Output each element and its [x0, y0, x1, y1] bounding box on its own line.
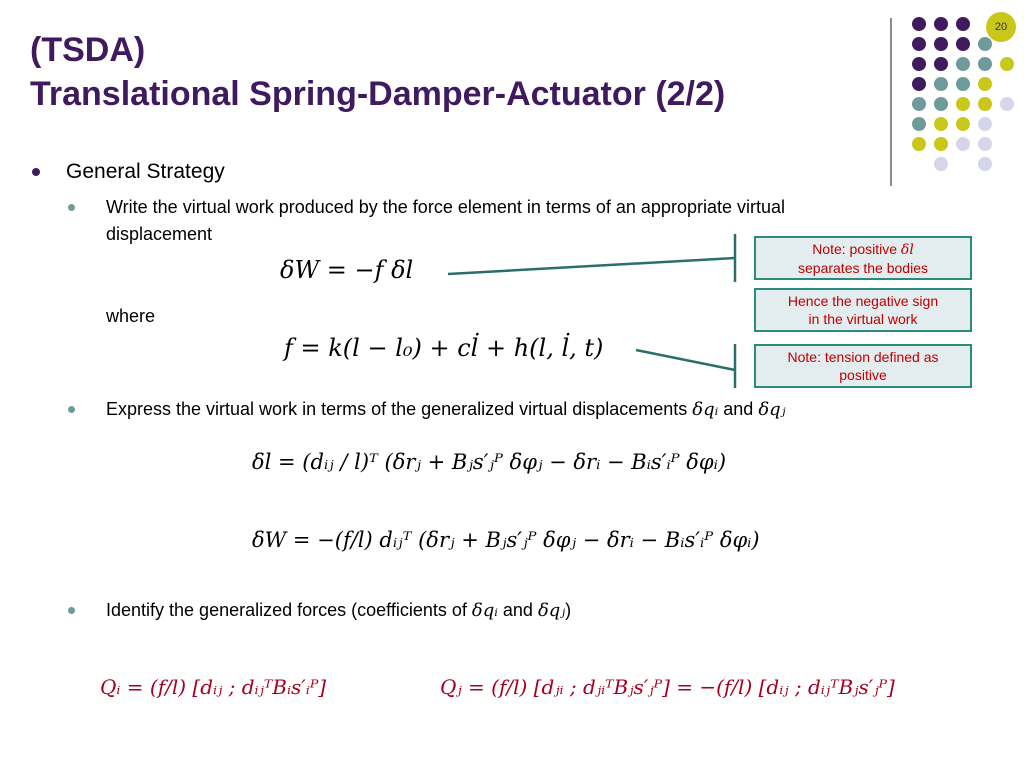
dq-j-symbol: δqⱼ: [537, 600, 566, 621]
equation-force: f = k(l − l₀) + cl̇ + h(l, l̇, t): [284, 334, 604, 362]
note-2-line-1: Hence the negative sign: [787, 293, 939, 309]
sub-bullet-1-line-2: displacement: [106, 224, 213, 244]
dq-j-symbol: δqⱼ: [758, 399, 786, 420]
bullet-general-strategy: General Strategy: [66, 160, 225, 183]
note-3-line-1: Note: tension defined as: [787, 349, 939, 365]
note-negative-sign: [754, 288, 972, 332]
and-word: and: [723, 399, 754, 419]
dq-i-symbol: δqᵢ: [471, 600, 498, 621]
equation-delta-W: δW = −(f/l) dᵢⱼᵀ (δrⱼ + Bⱼs′ⱼᴾ δφⱼ − δrᵢ − Bᵢs′ᵢᴾ δφᵢ): [252, 528, 760, 552]
note-1-text: Note: positive: [812, 240, 898, 257]
close-paren: ): [565, 600, 572, 620]
note-1-line-2: separates the bodies: [798, 259, 928, 276]
sub-bullet-3-text: Identify the generalized forces (coefficients of: [106, 600, 467, 620]
note-3-line-2: positive: [839, 367, 887, 383]
note-positive-dl: [754, 236, 972, 280]
equation-virtual-work: δW = −f δl: [280, 256, 414, 284]
and-word: and: [502, 600, 533, 620]
note-1-symbol: δl: [900, 241, 914, 258]
dq-i-symbol: δqᵢ: [692, 399, 719, 420]
note-1-line-1: [812, 240, 914, 259]
where-label: where: [106, 306, 156, 326]
slide-number: 20: [994, 21, 1008, 33]
note-tension-positive: [754, 344, 972, 388]
equation-Qj: Qⱼ = (f/l) [dⱼᵢ ; dⱼᵢᵀBⱼs′ⱼᴾ] = −(f/l) [dᵢⱼ ; dᵢⱼᵀBⱼs′ⱼᴾ]: [440, 675, 895, 699]
equation-delta-l: δl = (dᵢⱼ / l)ᵀ (δrⱼ + Bⱼs′ⱼᴾ δφⱼ − δrᵢ − Bᵢs′ᵢᴾ δφᵢ): [252, 450, 727, 474]
title-line-2: Translational Spring-Damper-Actuator (2/2): [30, 75, 726, 113]
title-line-1: (TSDA): [30, 31, 146, 69]
note-2-line-2: in the virtual work: [808, 311, 918, 327]
sub-bullet-1-line-1: Write the virtual work produced by the force element in terms of an appropriate virtual: [106, 197, 785, 217]
sub-bullet-2-text: Express the virtual work in terms of the generalized virtual displacements: [106, 399, 688, 419]
equation-Qi: Qᵢ = (f/l) [dᵢⱼ ; dᵢⱼᵀBᵢs′ᵢᴾ]: [100, 675, 327, 699]
